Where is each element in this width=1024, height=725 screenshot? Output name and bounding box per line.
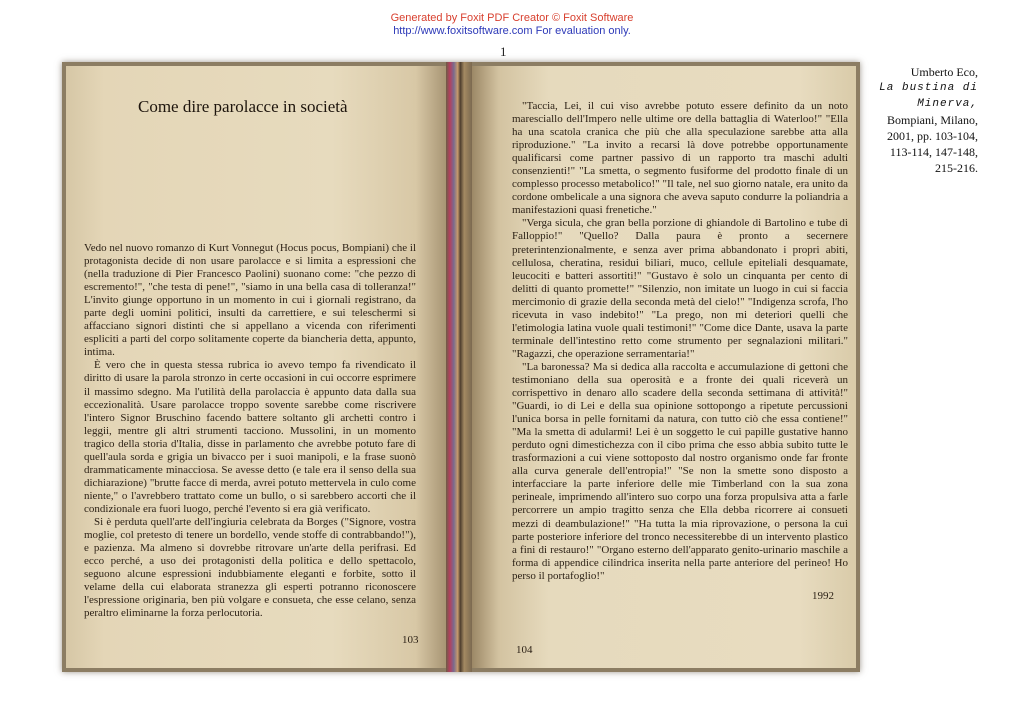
- citation-author: Umberto Eco,: [910, 65, 978, 79]
- paragraph: È vero che in questa stessa rubrica io avevo tempo fa rivendicato il diritto di usare la parola stronzo in certe occasioni in cui occorre esprimere il massimo sdegno. Ma l'utilità della parolaccia è appunto data dalla sua eccezionalità. Usare parolacce troppo sovente sarebbe come riscrivere l'intero Signor Bruschino facendo battere soltanto gli archetti contro i leggii, mentre gli altri strumenti tacciono. Mussolini, in un momento tragico della storia d'Italia, disse in parlamento che avrebbe potuto fare di quell'aula sorda e grigia un bivacco per i suoi manipoli, e la frase suonò drammaticamente minacciosa. Se avesse detto (e tale era il senso della sua dichiarazione) "brutte facce di merda, avrei potuto mettervela in culo come niente," o l'avrebbero trattato come un bullo, o si sarebbero accorti che il condizionale era fuori luogo, perché l'evento si era già verificato.: [84, 359, 416, 515]
- citation-block: [868, 64, 978, 176]
- citation-pages-3: 215-216.: [935, 161, 978, 175]
- article-year: 1992: [812, 590, 834, 602]
- citation-title-2: Minerva,: [917, 98, 978, 110]
- right-page-text: [512, 100, 848, 583]
- book-spine: [446, 62, 472, 672]
- watermark-link[interactable]: http://www.foxitsoftware.com For evaluation only.: [393, 25, 631, 37]
- pdf-page-number: 1: [500, 44, 507, 59]
- left-page-text: [84, 242, 416, 620]
- left-folio: 103: [402, 634, 419, 646]
- paragraph: "Taccia, Lei, il cui viso avrebbe potuto essere definito da un noto maresciallo dell'Impero nelle ultime ore della battaglia di Waterloo!" "Ella ha una scatola cranica che più che alla speculazione sarebbe atta alla riproduzione." "La invito a recarsi là dove potrebbe opportunamente qualificarsi come partner passivo di un rapporto tra maschi adulti consenzienti!" "La smetta, o segmento fusiforme del prodotto finale di un complesso processo metabolico!" "Il tale, nel suo giorno natale, era unito da cordone ombelicale a una signora che aveva saputo condurre la poliandria a manifestazioni quasi frenetiche.": [512, 100, 848, 217]
- chapter-title: Come dire parolacce in società: [138, 97, 348, 116]
- left-page: [66, 66, 446, 668]
- right-folio: 104: [516, 644, 533, 656]
- citation-publisher: Bompiani, Milano,: [887, 113, 978, 127]
- citation-title-1: La bustina di: [879, 82, 978, 94]
- book-scan: [62, 62, 860, 672]
- pdf-watermark: [0, 12, 1024, 38]
- paragraph: "Verga sicula, che gran bella porzione di ghiandole di Bartolino e tube di Falloppio!" "Quello? Dalla paura è pronto a secernere preterintenzionalmente, e senza aver prima abbandonato i propri abiti, cellulosa, cheratina, residui biliari, muco, cellule epiteliali desquamate, leucociti e batteri assortiti!" "Gustavo è solo un cinquanta per cento di delitti di quanto promette!" "Silenzio, non imitate un luogo in cui si faccia mercimonio di grazie della seconda metà del cielo!" "Indigenza scrofa, l'ho ricevuta in vaso indebito!" "La prego, non mi deteriori quelli che l'etimologia latina vuole quali testimoni!" "Come dice Dante, usava la parte terminale dell'intestino retto come strumento per segnalazioni militari." "Ragazzi, che operazione serramentaria!": [512, 217, 848, 360]
- citation-pages-2: 113-114, 147-148,: [889, 145, 978, 159]
- paragraph: "La baronessa? Ma si dedica alla raccolta e accumulazione di gettoni che testimoniano della sua operosità e a fronte dei quali riceverà un corrispettivo in denaro allo scadere della seconda settimana di attività!" "Guardi, io di Lei e della sua opinione sottopongo a ripetute percussioni l'unica borsa in pelle fornitami da natura, con tutto ciò che essa contiene!" "Ma la smetta di adularmi! Lei è un soggetto le cui papille gustative hanno perduto ogni dimestichezza con il cibo prima che esso abbia subito tutte le trasformazioni a cui viene sottoposto dal nostro organismo onde far fronte alla curva generale dell'entropia!" "Se non la smette sono disposto a interfacciare la parte inferiore delle mie Timberland con la sua zona perineale, imprimendo all'intero suo corpo una forza propulsiva atta a farle percorrere un ampio tragitto senza che Ella debba ricorrere ai consueti mezzi di deambulazione!" "Ha tutta la mia riprovazione, o persona la cui parte posteriore inferiore del tronco necessiterebbe di un intervento plastico a fini di restauro!" "Organo esterno dell'apparato genito-urinario maschile a forma di appendice cilindrica inserita nella parte anteriore del perineo! Ho perso il portafoglio!": [512, 360, 848, 582]
- watermark-line-1: Generated by Foxit PDF Creator © Foxit Software: [390, 12, 634, 24]
- citation-pages-1: 2001, pp. 103-104,: [887, 129, 978, 143]
- paragraph: Si è perduta quell'arte dell'ingiuria celebrata da Borges ("Signore, vostra moglie, col pretesto di tenere un bordello, vende stoffe di contrabbando!"), e pazienza. Ma almeno si dovrebbe ritrovare un'arte della perifrasi. Ed ecco perché, a uso dei protagonisti della politica e dello spettacolo, seguono alcune espressioni indubbiamente eleganti e forbite, sotto il velame della cui elaborata stranezza gli esperti potranno riconoscere l'espressione originaria, ben più volgare e consueta, che esse celano, senza peraltro eliminarne la forza perlocutoria.: [84, 515, 416, 620]
- paragraph: Vedo nel nuovo romanzo di Kurt Vonnegut (Hocus pocus, Bompiani) che il protagonista decide di non usare parolacce e si limita a espressioni che (nella traduzione di Pier Francesco Paolini) suonano come: "che pezzo di escremento!", "che testa di pene!", "siamo in una bella casa di tolleranza!" L'invito giunge opportuno in un momento in cui i giornali registrano, da parte degli uomini politici, insulti da carrettiere, e sui teleschermi si affacciano signori distinti che si appellano a vicenda con riferimenti espliciti a parti del corpo solitamente coperte da biancheria detta, appunto, intima.: [84, 242, 416, 359]
- right-page: [472, 66, 856, 668]
